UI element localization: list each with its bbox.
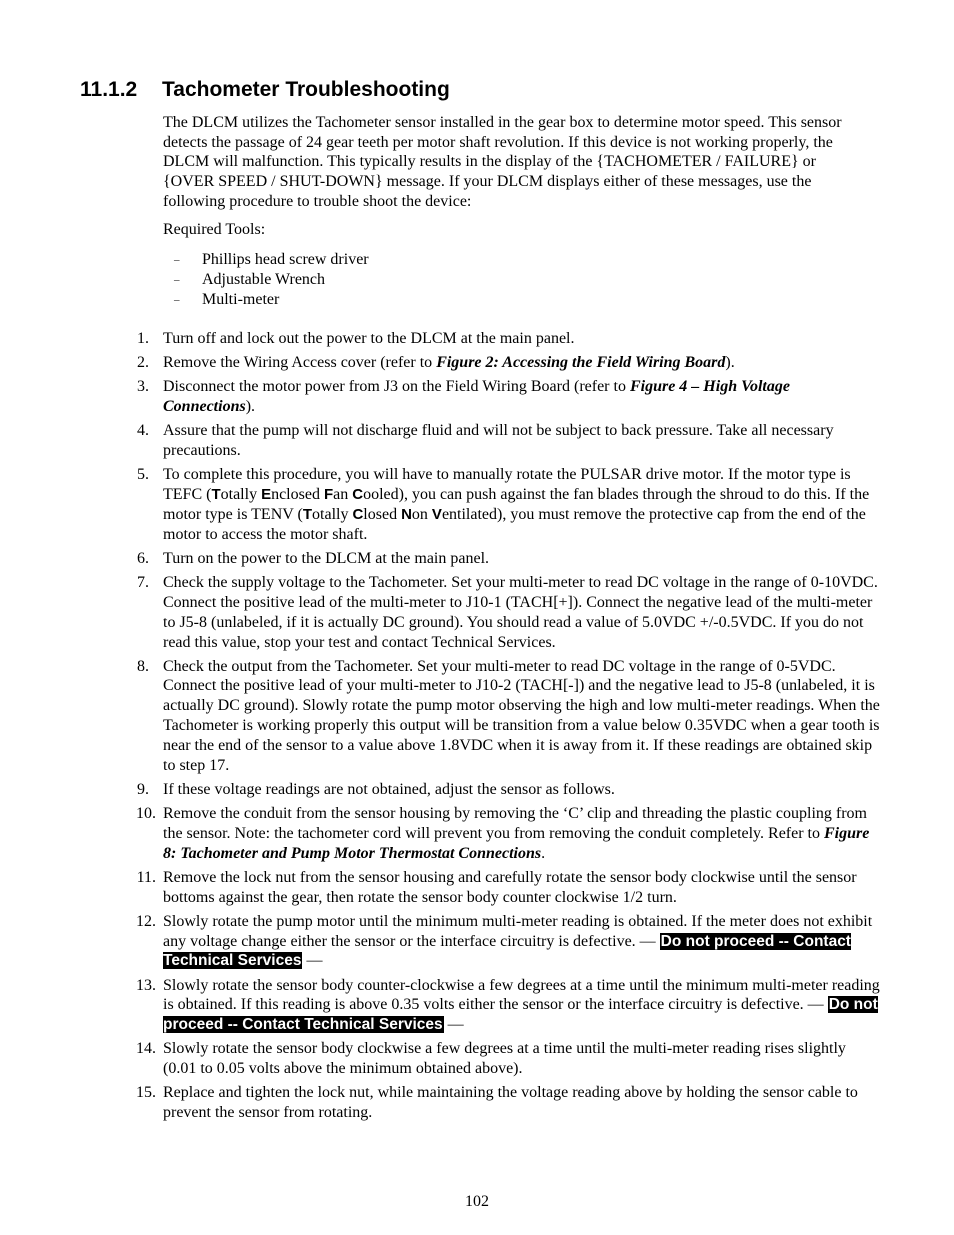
intro-paragraph: The DLCM utilizes the Tachometer sensor installed in the gear box to determine motor speed. This sensor detects the passage of 24 gear teeth per motor shaft revolution. If this device is not working properly, the DLCM will malfunction. This typically results in the display of the {TACHOMETER / FAILURE} or {OVER SPEED / SHUT-DOWN} message. If your DLCM displays either of these messages, use the following procedure to trouble shoot the device: xyxy=(163,114,842,210)
step-12: 12. Slowly rotate the pump motor until the minimum multi-meter reading is obtained. If the meter does not exhibit any voltage change either the sensor or the interface circuitry is defective. — Do not proceed -- Contact Technical Services — xyxy=(136,912,873,970)
page-number: 102 xyxy=(465,1193,489,1210)
figure-reference: Figure 8: Tachometer and Pump Motor Thermostat Connections xyxy=(163,824,870,862)
section-title: Tachometer Troubleshooting xyxy=(162,78,450,101)
warning-highlight: Do not proceed -- Contact Technical Services xyxy=(163,932,851,970)
step-14: 14. Slowly rotate the sensor body clockwise a few degrees at a time until the multi-meter reading rises slightly (0.01 to 0.05 volts above the minimum obtained above). xyxy=(136,1040,846,1078)
section-number: 11.1.2 xyxy=(80,78,138,101)
step-9: 9. If these voltage readings are not obtained, adjust the sensor as follows. xyxy=(137,780,615,798)
required-tools-list xyxy=(163,250,369,310)
step-13: 13. Slowly rotate the sensor body counter-clockwise a few degrees at a time until the minimum multi-meter reading is obtained. If this reading is above 0.35 volts either the sensor or the interface circuitry is defective. — Do not proceed -- Contact Technical Services — xyxy=(136,976,880,1034)
section-heading xyxy=(80,78,450,102)
step-1: 1. Turn off and lock out the power to the DLCM at the main panel. xyxy=(137,330,575,347)
step-15: 15. Replace and tighten the lock nut, while maintaining the voltage reading above by holding the sensor cable to prevent the sensor from rotating. xyxy=(136,1084,858,1122)
step-2: 2. Remove the Wiring Access cover (refer to Figure 2: Accessing the Field Wiring Board). xyxy=(137,354,735,372)
list-item: – Phillips head screw driver xyxy=(174,251,369,268)
figure-reference: Figure 2: Accessing the Field Wiring Board xyxy=(436,354,726,372)
step-5: 5. To complete this procedure, you will have to manually rotate the PULSAR drive motor. If the motor type is TEFC (Totally Enclosed Fan Cooled), you can push against the fan blades through the shroud to do this. If the motor type is TENV (Totally Closed Non Ventilated), you must remove the protective cap from the end of the motor to access the motor shaft. xyxy=(137,466,870,543)
figure-reference: Figure 4 – High Voltage Connections xyxy=(163,378,790,416)
required-tools-label: Required Tools: xyxy=(163,221,266,238)
step-7: 7. Check the supply voltage to the Tachometer. Set your multi-meter to read DC voltage in the range of 0-10VDC. Connect the positive lead of the multi-meter to J10-1 (TACH[+]). Connect the negative lead of the multi-meter to J5-8 (unlabeled, if it is actually DC ground). You should read a value of 5.0VDC +/-0.5VDC. If you do not read this value, stop your test and contact Technical Services. xyxy=(137,574,878,651)
bullet-dash: – xyxy=(174,274,180,286)
step-8: 8. Check the output from the Tachometer. Set your multi-meter to read DC voltage in the range of 0-5VDC. Connect the positive lead of your multi-meter to J10-2 (TACH[-]) and the negative lead to J5-8 (unlabeled, it is actually DC ground). Slowly rotate the pump motor observing the high and low multi-meter readings. When the Tachometer is working properly this output will be transition from a value below 0.35VDC when a gear tooth is near the end of the sensor to a value above 1.8VDC when it is away from it. If these readings are obtained skip to step 17. xyxy=(137,657,880,774)
step-6: 6. Turn on the power to the DLCM at the main panel. xyxy=(137,549,490,567)
list-item: – Adjustable Wrench xyxy=(174,271,326,288)
step-11: 11. Remove the lock nut from the sensor housing and carefully rotate the sensor body clockwise until the sensor bottoms against the gear, then rotate the sensor body counter clockwise 1/2 turn. xyxy=(136,868,857,906)
procedure-steps xyxy=(0,329,880,1127)
bullet-dash: – xyxy=(174,254,180,266)
bullet-dash: – xyxy=(174,294,180,306)
warning-highlight: Do not proceed -- Contact Technical Services xyxy=(163,996,878,1034)
step-4: 4. Assure that the pump will not discharge fluid and will not be subject to back pressure. Take all necessary precautions. xyxy=(137,422,834,460)
step-3: 3. Disconnect the motor power from J3 on the Field Wiring Board (refer to Figure 4 – High Voltage Connections). xyxy=(137,378,790,416)
step-10: 10. Remove the conduit from the sensor housing by removing the ‘C’ clip and threading the plastic coupling from the sensor. Note: the tachometer cord will prevent you from removing the conduit completely. Refer to Figure 8: Tachometer and Pump Motor Thermostat Connections. xyxy=(136,805,870,862)
list-item: – Multi-meter xyxy=(174,291,280,308)
